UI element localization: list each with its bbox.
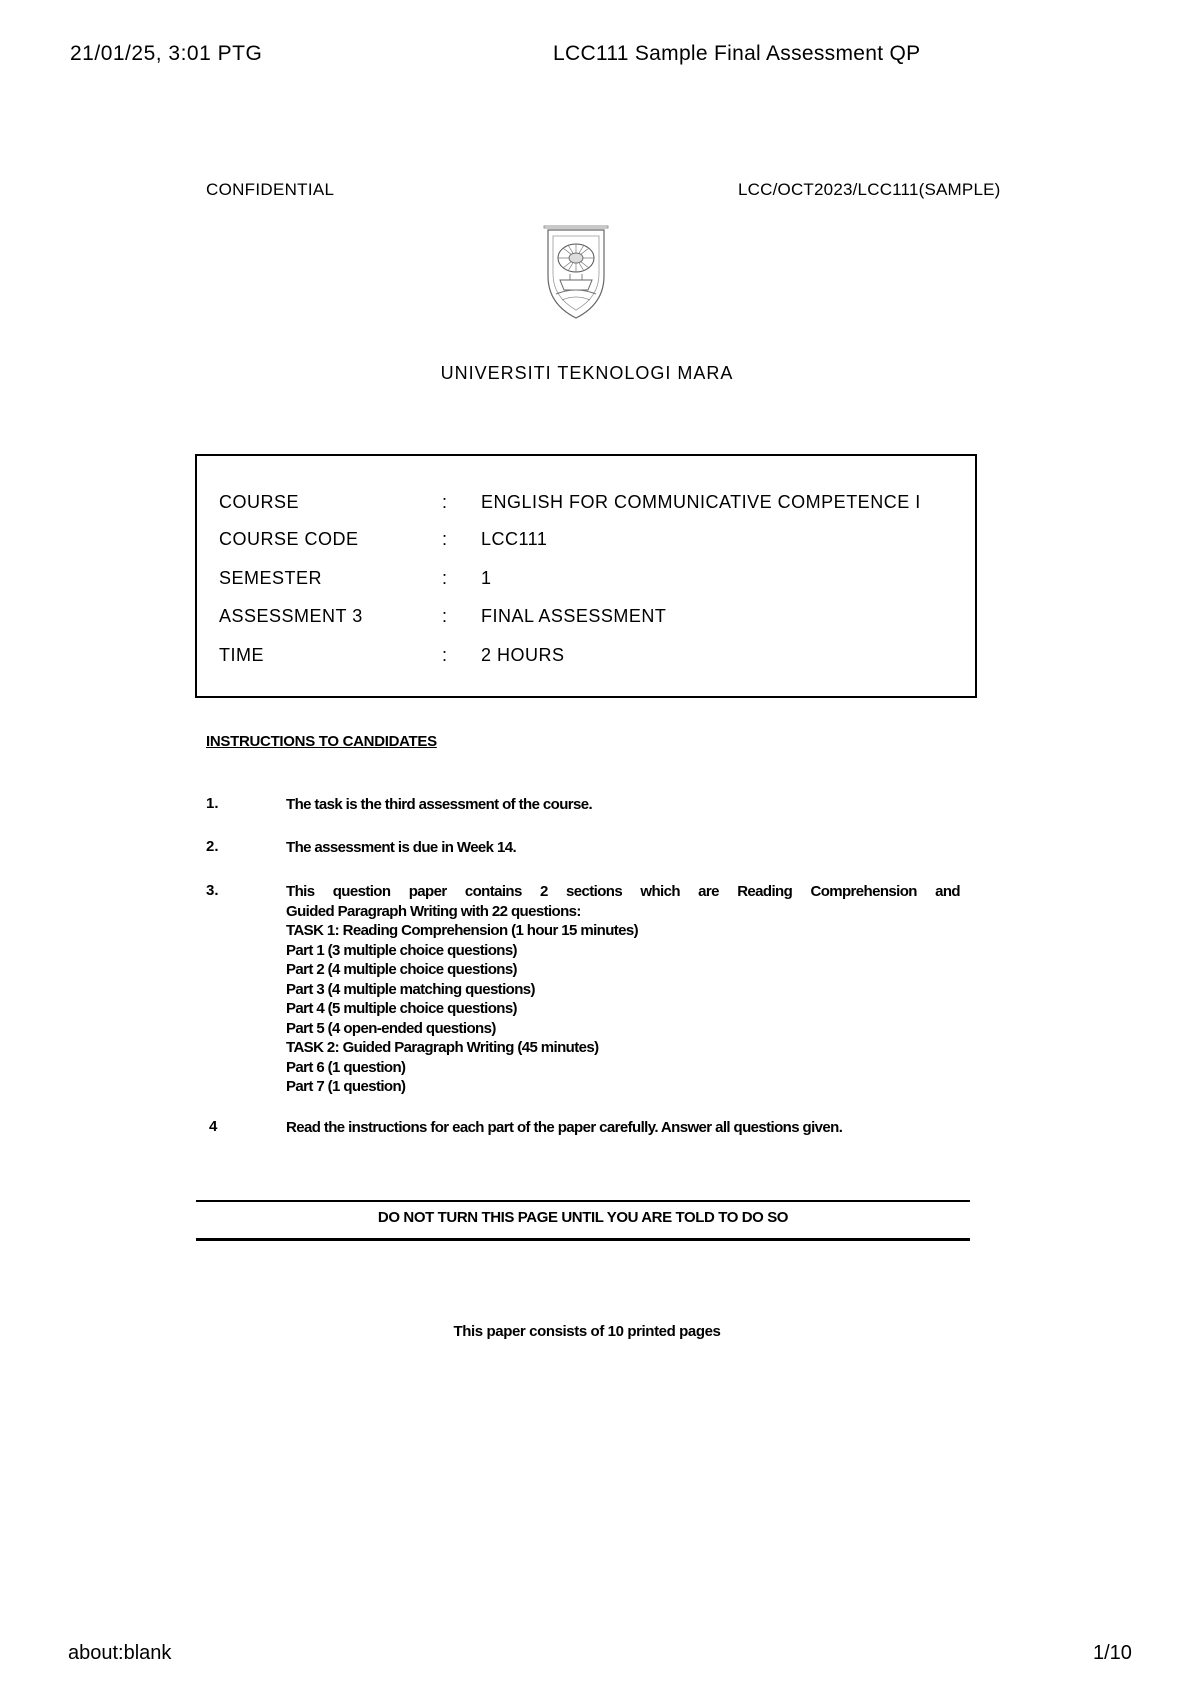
info-colon: :	[442, 606, 448, 626]
print-document-title: LCC111 Sample Final Assessment QP	[553, 42, 921, 65]
divider	[196, 1200, 970, 1202]
task-heading: TASK 1: Reading Comprehension (1 hour 15 minutes)	[286, 922, 639, 939]
instruction-text: The assessment is due in Week 14.	[286, 839, 517, 856]
info-value: 2 HOURS	[481, 645, 565, 665]
instruction-text: Read the instructions for each part of the paper carefully. Answer all questions given.	[286, 1119, 843, 1136]
info-label: COURSE	[219, 492, 300, 512]
paper-code: LCC/OCT2023/LCC111(SAMPLE)	[738, 180, 1001, 199]
university-name: UNIVERSITI TEKNOLOGI MARA	[440, 363, 734, 383]
confidential-label: CONFIDENTIAL	[206, 180, 335, 199]
instruction-number: 3.	[206, 882, 219, 899]
part-item: Part 7 (1 question)	[286, 1078, 406, 1095]
instruction-text: The task is the third assessment of the course.	[286, 796, 593, 813]
info-colon: :	[442, 492, 448, 512]
info-value: FINAL ASSESSMENT	[481, 606, 667, 626]
part-item: Part 1 (3 multiple choice questions)	[286, 941, 517, 959]
part-item: Part 5 (4 open-ended questions)	[286, 1019, 496, 1037]
info-label: COURSE CODE	[219, 529, 359, 549]
instruction-number: 1.	[206, 795, 219, 812]
part-item: Part 3 (4 multiple matching questions)	[286, 980, 535, 998]
instruction-number: 2.	[206, 838, 219, 855]
info-label: TIME	[219, 645, 264, 665]
instruction-sections-block	[286, 882, 960, 1097]
info-colon: :	[442, 529, 448, 549]
instructions-title: INSTRUCTIONS TO CANDIDATES	[206, 733, 437, 750]
university-crest-icon	[540, 224, 612, 324]
part-item: Part 6 (1 question)	[286, 1058, 406, 1076]
instruction-text: Guided Paragraph Writing with 22 questions:	[286, 902, 581, 920]
info-value: 1	[481, 568, 492, 588]
task-heading: TASK 2: Guided Paragraph Writing (45 minutes)	[286, 1039, 599, 1056]
info-value: LCC111	[481, 529, 548, 549]
divider	[196, 1238, 970, 1241]
course-info-box	[195, 454, 977, 698]
info-label: SEMESTER	[219, 568, 323, 588]
part-item: Part 2 (4 multiple choice questions)	[286, 961, 517, 978]
print-page-number: 1/10	[1093, 1642, 1132, 1664]
print-url: about:blank	[68, 1642, 172, 1664]
do-not-turn-warning: DO NOT TURN THIS PAGE UNTIL YOU ARE TOLD TO DO SO	[377, 1209, 789, 1226]
instruction-text: This question paper contains 2 sections which are Reading Comprehension and	[286, 883, 960, 900]
info-value: ENGLISH FOR COMMUNICATIVE COMPETENCE I	[481, 492, 921, 512]
instruction-number: 4	[209, 1118, 218, 1135]
page-count-note: This paper consists of 10 printed pages	[453, 1323, 721, 1340]
info-colon: :	[442, 645, 448, 665]
part-item: Part 4 (5 multiple choice questions)	[286, 1000, 517, 1017]
info-colon: :	[442, 568, 448, 588]
info-label: ASSESSMENT 3	[219, 606, 363, 626]
print-datetime: 21/01/25, 3:01 PTG	[70, 42, 263, 65]
